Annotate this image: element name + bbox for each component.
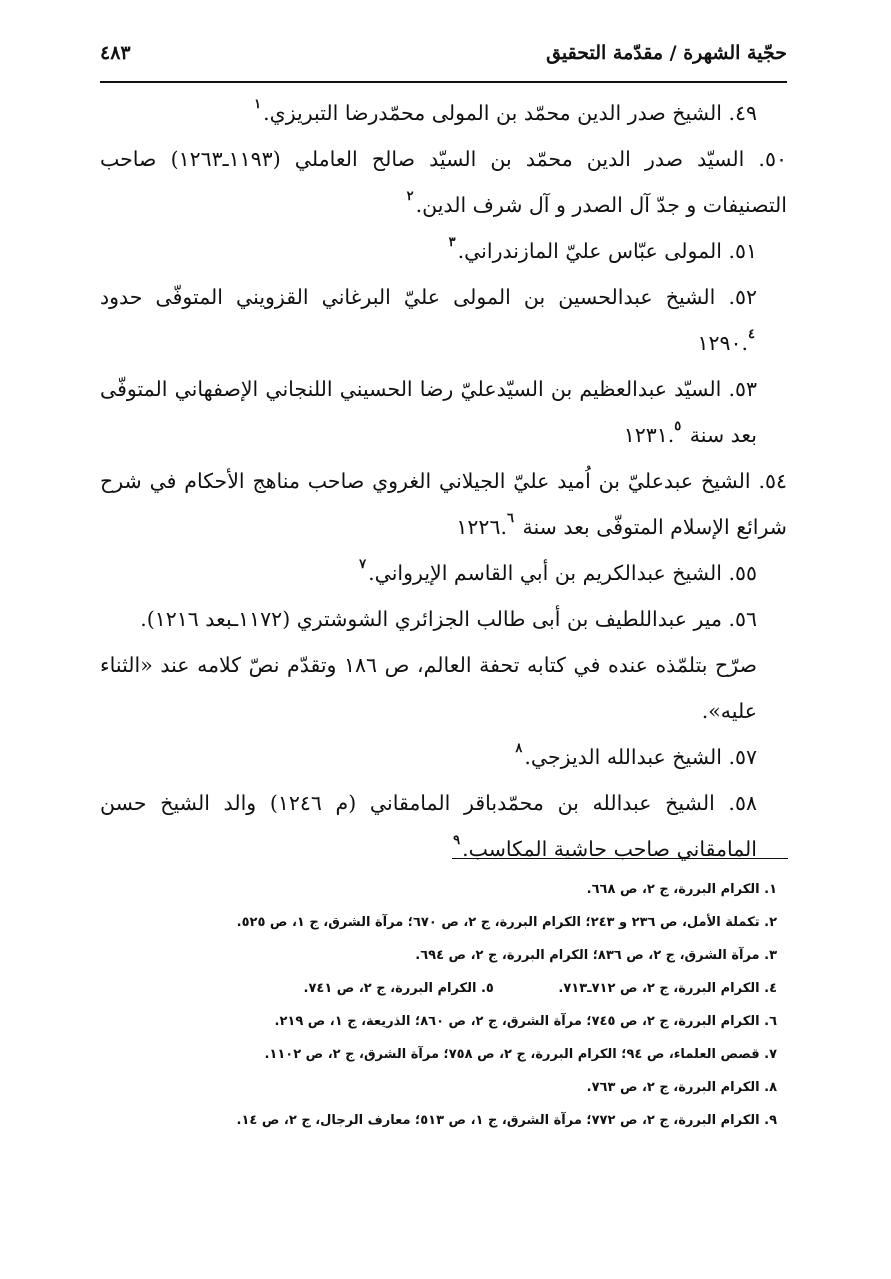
footnote-6: ٦. الكرام البررة، ج ٢، ص ٧٤٥؛ مرآة الشرق، ج ٢، ص ٨٦٠؛ الذريعة، ج ١، ص ٢١٩. xyxy=(274,1014,777,1029)
footnote-ref: ٧ xyxy=(359,557,367,572)
footnote-7: ٧. قصص العلماء، ص ٩٤؛ الكرام البررة، ج ٢، ص ٧٥٨؛ مرآة الشرق، ج ٢، ص ١١٠٢. xyxy=(264,1047,777,1062)
footnote-1: ١. الكرام البررة، ج ٢، ص ٦٦٨. xyxy=(586,882,777,897)
entry-56: ٥٦. مير عبداللطيف بن أبى طالب الجزائري الشوشتري (١١٧٢ـبعد ١٢١٦). xyxy=(140,607,757,631)
footnote-ref: ٥ xyxy=(674,419,682,434)
entry-52: ٥٢. الشيخ عبدالحسين بن المولى عليّ البرغاني القزويني المتوفّى حدود ١٢٩٠.$^٤$ xyxy=(100,285,757,355)
footnote-ref: ٢ xyxy=(406,189,414,204)
entry-50: ٥٠. السيّد صدر الدين محمّد بن السيّد صالح العاملي (١١٩٣ـ١٢٦٣) صاحب التصنيفات و جدّ آل الصدر و آل شرف الدين.$^٢$ xyxy=(100,147,787,217)
footnote-8: ٨. الكرام البررة، ج ٢، ص ٧٦٣. xyxy=(586,1080,777,1095)
entry-57: ٥٧. الشيخ عبدالله الديزجي.$^٨$ xyxy=(515,741,757,769)
footnote-ref: ٤ xyxy=(748,327,755,342)
footnote-ref: ١ xyxy=(254,97,262,112)
entry-51: ٥١. المولى عبّاس عليّ المازندراني.$^٣$ xyxy=(448,235,757,263)
footnote-4-5 xyxy=(100,972,787,1005)
footnote-2: ٢. تكملة الأمل، ص ٢٣٦ و ٢٤٣؛ الكرام البررة، ج ٢، ص ٦٧٠؛ مرآة الشرق، ج ١، ص ٥٢٥. xyxy=(236,915,777,930)
footnotes xyxy=(100,873,787,1137)
footnote-ref: ٨ xyxy=(515,741,523,756)
footnote-3: ٣. مرآة الشرق، ج ٢، ص ٨٣٦؛ الكرام البررة، ج ٢، ص ٦٩٤. xyxy=(415,948,777,963)
entry-55: ٥٥. الشيخ عبدالكريم بن أبي القاسم الإيرواني.$^٧$ xyxy=(359,557,757,585)
running-head: حجّية الشهرة / مقدّمة التحقيق xyxy=(546,42,787,64)
entry-49: ٤٩. الشيخ صدر الدين محمّد بن المولى محمّدرضا التبريزي.$^١$ xyxy=(254,97,757,125)
footnote-separator xyxy=(452,858,788,859)
body-text xyxy=(100,90,787,872)
entry-58: ٥٨. الشيخ عبدالله بن محمّدباقر المامقاني (م ١٢٤٦) والد الشيخ حسن المامقاني صاحب حاشية المكاسب.$^٩$ xyxy=(100,791,757,861)
footnote-4: ٤. الكرام البررة، ج ٢، ص ٧١٢ـ٧١٣. xyxy=(558,981,777,996)
entry-54: ٥٤. الشيخ عبدعليّ بن اُميد عليّ الجيلاني الغروي صاحب مناهج الأحكام في شرح شرائع الإسلام المتوفّى بعد سنة ١٢٢٦.$^٦$ xyxy=(100,469,787,539)
footnote-ref: ٩ xyxy=(453,833,461,848)
footnote-5: ٥. الكرام البررة، ج ٢، ص ٧٤١. xyxy=(303,981,494,996)
entry-56-note: صرّح بتلمّذه عنده في كتابه تحفة العالم، ص ١٨٦ وتقدّم نصّ كلامه عند «الثناء عليه». xyxy=(100,653,757,723)
entry-53: ٥٣. السيّد عبدالعظيم بن السيّدعليّ رضا الحسيني اللنجاني الإصفهاني المتوفّى بعد سنة ١٢٣١.$^٥$ xyxy=(100,377,757,447)
header-rule xyxy=(100,81,787,83)
footnote-ref: ٦ xyxy=(506,511,514,526)
footnote-ref: ٣ xyxy=(448,235,456,250)
page-number: ٤٨٣ xyxy=(100,42,131,64)
page-header xyxy=(100,38,787,82)
footnote-9: ٩. الكرام البررة، ج ٢، ص ٧٧٢؛ مرآة الشرق، ج ١، ص ٥١٣؛ معارف الرجال، ج ٢، ص ١٤. xyxy=(236,1113,777,1128)
